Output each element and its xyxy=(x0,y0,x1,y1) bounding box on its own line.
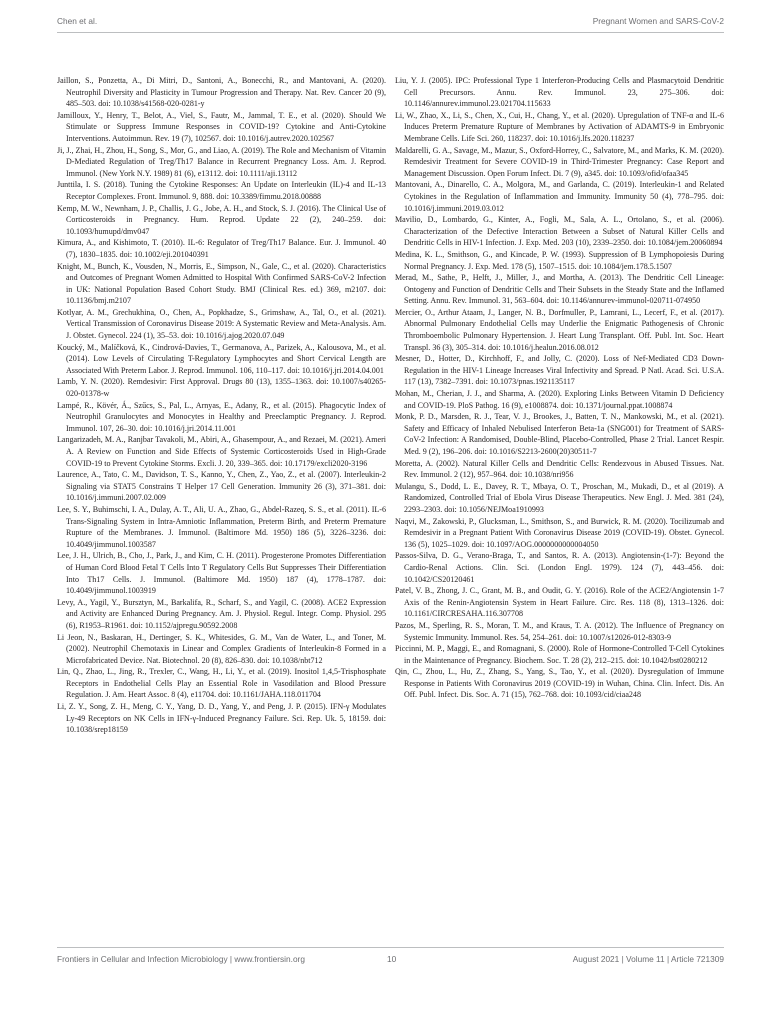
reference-entry: Li, W., Zhao, X., Li, S., Chen, X., Cui, H., Chang, Y., et al. (2020). Upregulation of TNF-α and IL-6 Induces Preterm Premature Rupture of Membranes by Activation of ADAMTS-9 in Embryonic Membrane Cells. Life Sci. 260, 118237. doi: 10.1016/j.lfs.2020.118237 xyxy=(395,110,724,143)
reference-entry: Mesner, D., Hotter, D., Kirchhoff, F., and Jolly, C. (2020). Loss of Nef-Mediated CD3 Down-Regulation in the HIV-1 Lineage Increases Viral Infectivity and Spread. P Natl. Acad. Sci. U.S.A. 117 (13), 7382–7391. doi: 10.1073/pnas.1921135117 xyxy=(395,354,724,387)
reference-entry: Li Jeon, N., Baskaran, H., Dertinger, S. K., Whitesides, G. M., Van de Water, L., and Toner, M. (2002). Neutrophil Chemotaxis in Linear and Complex Gradients of Interleukin-8 Formed in a Microfabricated Device. Nat. Biotechnol. 20 (8), 826–830. doi: 10.1038/nbt712 xyxy=(57,632,386,665)
reference-entry: Mulangu, S., Dodd, L. E., Davey, R. T., Mbaya, O. T., Proschan, M., Mukadi, D., et al (2019). A Randomized, Controlled Trial of Ebola Virus Disease Therapeutics. New Engl. J. Med. 381 (24), 2293–2303. doi: 10.1056/NEJMoa1910993 xyxy=(395,481,724,514)
reference-entry: Junttila, I. S. (2018). Tuning the Cytokine Responses: An Update on Interleukin (IL)-4 and IL-13 Receptor Complexes. Front. Immunol. 9, 888. doi: 10.3389/fimmu.2018.00888 xyxy=(57,180,386,201)
reference-entry: Maldarelli, G. A., Savage, M., Mazur, S., Oxford-Horrey, C., Salvatore, M., and Marks, K. M. (2020). Remdesivir Treatment for Severe COVID-19 in Third-Trimester Pregnancy: Case Report and Management Discussion. Open Forum Infect. Di. 7 (9), a345. doi: 10.1093/ofid/ofaa345 xyxy=(395,145,724,178)
reference-entry: Monk, P. D., Marsden, R. J., Tear, V. J., Brookes, J., Batten, T. N., Mankowski, M., et al. (2021). Safety and Efficacy of Inhaled Nebulised Interferon Beta-1a (SNG001) for Treatment of SARS-CoV-2 Infection: A Randomised, Double-Blind, Placebo-Controlled, Phase 2 Trial. Lancet Respir. Med. 9 (2), 196–206. doi: 10.1016/S2213-2600(20)30511-7 xyxy=(395,412,724,456)
reference-entry: Kimura, A., and Kishimoto, T. (2010). IL-6: Regulator of Treg/Th17 Balance. Eur. J. Immunol. 40 (7), 1830–1835. doi: 10.1002/eji.201040391 xyxy=(57,238,386,259)
reference-entry: Lamb, Y. N. (2020). Remdesivir: First Approval. Drugs 80 (13), 1355–1363. doi: 10.1007/s40265-020-01378-w xyxy=(57,377,386,399)
reference-entry: Lee, J. H., Ulrich, B., Cho, J., Park, J., and Kim, C. H. (2011). Progesterone Promotes Differentiation of Human Cord Blood Fetal T Cells Into T Regulatory Cells But Suppresses Their Differentiation Into Th17 Cells. J. Immunol. (Baltimore Md. 1950) 187 (4), 1778–1787. doi: 10.4049/jimmunol.1003919 xyxy=(57,551,386,596)
reference-entry: Levy, A., Yagil, Y., Bursztyn, M., Barkalifa, R., Scharf, S., and Yagil, C. (2008). ACE2 Expression and Activity are Enhanced During Pregnancy. Am. J. Physiol. Regul. Integr. Comp. Physiol. 295 (6), R1953–R1961. doi: 10.1152/ajpregu.90592.2008 xyxy=(57,597,386,630)
reference-entry: Piccinni, M. P., Maggi, E., and Romagnani, S. (2000). Role of Hormone-Controlled T-Cell Cytokines in the Maintenance of Pregnancy. Biochem. Soc. T. 28 (2), 212–215. doi: 10.1042/bst0280212 xyxy=(395,644,724,665)
reference-entry: Passos-Silva, D. G., Verano-Braga, T., and Santos, R. A. (2013). Angiotensin-(1-7): Beyond the Cardio-Renal Actions. Clin. Sci. (London Engl. 1979). 124 (7), 443–456. doi: 10.1042/CS20120461 xyxy=(395,551,724,584)
references-column-right xyxy=(395,75,724,701)
header-rule xyxy=(57,32,724,33)
reference-entry: Naqvi, M., Zakowski, P., Glucksman, L., Smithson, S., and Burwick, R. M. (2020). Tocilizumab and Remdesivir in a Pregnant Patient With Coronavirus Disease 2019 (COVID-19). Obstet. Gynecol. 136 (5), 1025–1029. doi: 10.1097/AOG.0000000000004050 xyxy=(395,516,724,549)
reference-entry: Lin, Q., Zhao, L., Jing, R., Trexler, C., Wang, H., Li, Y., et al. (2019). Inositol 1,4,5-Trisphosphate Receptors in Endothelial Cells Play an Essential Role in Vasodilation and Blood Pressure Regulation. J. Am. Heart Assoc. 8 (4), e11704. doi: 10.1161/JAHA.118.011704 xyxy=(57,667,386,700)
reference-entry: Patel, V. B., Zhong, J. C., Grant, M. B., and Oudit, G. Y. (2016). Role of the ACE2/Angiotensin 1-7 Axis of the Renin-Angiotensin System in Heart Failure. Circ. Res. 118 (8), 1313–1326. doi: 10.1161/CIRCRESAHA.116.307708 xyxy=(395,586,724,619)
reference-entry: Jamilloux, Y., Henry, T., Belot, A., Viel, S., Fautr, M., Jammal, T. E., et al. (2020). Should We Stimulate or Suppress Immune Responses in COVID-19? Cytokine and Anti-Cytokine Interventions. Autoimmun. Rev. 19 (7), 102567. doi: 10.1016/j.autrev.2020.102567 xyxy=(57,110,386,143)
running-header-title: Pregnant Women and SARS-CoV-2 xyxy=(592,16,724,26)
reference-entry: Koucký, M., Malíčková, K., Cindrová-Davies, T., Germanova, A., Parizek, A., Kalousova, M., et al. (2014). Low Levels of Circulating T-Regulatory Lymphocytes and Short Cervical Length are Associated With Preterm Labor. J. Reprod. Immunol. 106, 110–117. doi: 10.1016/j.jri.2014.04.001 xyxy=(57,342,386,375)
reference-entry: Mercier, O., Arthur Ataam, J., Langer, N. B., Dorfmuller, P., Lamrani, L., Lecerf, F., et al. (2017). Abnormal Pulmonary Endothelial Cells may Underlie the Enigmatic Pathogenesis of Chronic Thromboembolic Pulmonary Hypertension. J. Heart Lung Transplant. Off. Publ. Int. Soc. Heart Transpl. 36 (3), 305–314. doi: 10.1016/j.healun.2016.08.012 xyxy=(395,307,724,352)
reference-entry: Qin, C., Zhou, L., Hu, Z., Zhang, S., Yang, S., Tao, Y., et al. (2020). Dysregulation of Immune Response in Patients With Coronavirus 2019 (COVID-19) in Wuhan, China. Clin. Infect. Dis. An Off. Publ. Infect. Dis. Soc. A. 71 (15), 762–768. doi: 10.1093/cid/ciaa248 xyxy=(395,667,724,700)
footer-rule xyxy=(57,947,724,948)
reference-entry: Mavilio, D., Lombardo, G., Kinter, A., Fogli, M., Sala, A. L., Ortolano, S., et al. (2006). Characterization of the Defective Interaction Between a Subset of Natural Killer Cells and Dendritic Cells in HIV-1 Infection. J. Exp. Med. 203 (10), 2339–2350. doi: 10.1084/jem.20060894 xyxy=(395,215,724,248)
footer-issue: August 2021 | Volume 11 | Article 721309 xyxy=(572,954,724,964)
reference-entry: Mantovani, A., Dinarello, C. A., Molgora, M., and Garlanda, C. (2019). Interleukin-1 and Related Cytokines in the Regulation of Inflammation and Immunity. Immunity 50 (4), 778–795. doi: 10.1016/j.immuni.2019.03.012 xyxy=(395,180,724,213)
footer-journal: Frontiers in Cellular and Infection Microbiology | www.frontiersin.org xyxy=(57,954,305,964)
reference-entry: Merad, M., Sathe, P., Helft, J., Miller, J., and Mortha, A. (2013). The Dendritic Cell Lineage: Ontogeny and Function of Dendritic Cells and Their Subsets in the Steady State and the Inflamed Setting. Annu. Rev. Immunol. 31, 563–604. doi: 10.1146/annurev-immunol-020711-074950 xyxy=(395,273,724,306)
reference-entry: Li, Z. Y., Song, Z. H., Meng, C. Y., Yang, D. D., Yang, Y., and Peng, J. P. (2015). IFN-γ Modulates Ly-49 Receptors on NK Cells in IFN-γ-Induced Pregnancy Failure. Sci. Rep. Uk. 5, 18159. doi: 10.1038/srep18159 xyxy=(57,702,386,735)
references-column-left xyxy=(57,75,386,736)
reference-entry: Lampé, R., Kövér, Á., Szűcs, S., Pal, L., Arnyas, E., Adany, R., et al. (2015). Phagocytic Index of Neutrophil Granulocytes and Monocytes in Healthy and Preeclamptic Pregnancy. J. Reprod. Immunol. 107, 26–30. doi: 10.1016/j.jri.2014.11.001 xyxy=(57,400,386,433)
reference-entry: Laurence, A., Tato, C. M., Davidson, T. S., Kanno, Y., Chen, Z., Yao, Z., et al. (2007). Interleukin-2 Signaling via STAT5 Constrains T Helper 17 Cell Generation. Immunity 26 (3), 371–381. doi: 10.1016/j.immuni.2007.02.009 xyxy=(57,470,386,503)
reference-entry: Lee, S. Y., Buhimschi, I. A., Dulay, A. T., Ali, U. A., Zhao, G., Abdel-Razeq, S. S., et al. (2011). IL-6 Trans-Signaling System in Intra-Amniotic Inflammation, Preterm Birth, and Preterm Premature Rupture of the Membranes. J. Immunol. (Baltimore Md. 1950) 186 (5), 3226–3236. doi: 10.4049/jimmunol.1003587 xyxy=(57,504,386,549)
reference-entry: Moretta, A. (2002). Natural Killer Cells and Dendritic Cells: Rendezvous in Abused Tissues. Nat. Rev. Immunol. 2 (12), 957–964. doi: 10.1038/nri956 xyxy=(395,458,724,480)
reference-entry: Liu, Y. J. (2005). IPC: Professional Type 1 Interferon-Producing Cells and Plasmacytoid Dendritic Cell Precursors. Annu. Rev. Immunol. 23, 275–306. doi: 10.1146/annurev.immunol.23.021704.115633 xyxy=(395,76,724,109)
reference-entry: Ji, J., Zhai, H., Zhou, H., Song, S., Mor, G., and Liao, A. (2019). The Role and Mechanism of Vitamin D-Mediated Regulation of Treg/Th17 Balance in Recurrent Pregnancy Loss. Am. J. Reprod. Immunol. (New York N.Y. 1989) 81 (6), e13112. doi: 10.1111/aji.13112 xyxy=(57,145,387,178)
reference-entry: Langarizadeh, M. A., Ranjbar Tavakoli, M., Abiri, A., Ghasempour, A., and Rezaei, M. (2021). Ameri A. A Review on Function and Side Effects of Systemic Corticosteroids Used in High-Grade COVID-19 to Prevent Cytokine Storms. Excli. J. 20, 339–365. doi: 10.17179/excli2020-3196 xyxy=(57,435,386,468)
reference-entry: Pazos, M., Sperling, R. S., Moran, T. M., and Kraus, T. A. (2012). The Influence of Pregnancy on Systemic Immunity. Immunol. Res. 54, 254–261. doi: 10.1007/s12026-012-8303-9 xyxy=(395,620,724,642)
running-header-authors: Chen et al. xyxy=(57,16,98,26)
reference-entry: Knight, M., Bunch, K., Vousden, N., Morris, E., Simpson, N., Gale, C., et al. (2020). Characteristics and Outcomes of Pregnant Women Admitted to Hospital With Confirmed SARS-CoV-2 Infection in UK: National Population Based Cohort Study. BMJ (Clinical Res. ed.) 369, m2107. doi: 10.1136/bmj.m2107 xyxy=(57,261,386,306)
reference-entry: Kemp, M. W., Newnham, J. P., Challis, J. G., Jobe, A. H., and Stock, S. J. (2016). The Clinical Use of Corticosteroids in Pregnancy. Hum. Reprod. Update 22 (2), 240–259. doi: 10.1093/humupd/dmv047 xyxy=(57,203,386,236)
page-number: 10 xyxy=(387,954,397,964)
reference-entry: Jaillon, S., Ponzetta, A., Di Mitri, D., Santoni, A., Bonecchi, R., and Mantovani, A. (2020). Neutrophil Diversity and Plasticity in Tumour Progression and Therapy. Nat. Rev. Cancer 20 (9), 485–503. doi: 10.1038/s41568-020-0281-y xyxy=(57,76,386,109)
reference-entry: Mohan, M., Cherian, J. J., and Sharma, A. (2020). Exploring Links Between Vitamin D Deficiency and COVID-19. PloS Pathog. 16 (9), e1008874. doi: 10.1371/journal.ppat.1008874 xyxy=(395,389,724,410)
reference-entry: Kotlyar, A. M., Grechukhina, O., Chen, A., Popkhadze, S., Grimshaw, A., Tal, O., et al. (2021). Vertical Transmission of Coronavirus Disease 2019: A Systematic Review and Meta-Analysis. Am. J. Obstet. Gynecol. 224 (1), 35–53. doi: 10.1016/j.ajog.2020.07.049 xyxy=(57,307,386,341)
reference-entry: Medina, K. L., Smithson, G., and Kincade, P. W. (1993). Suppression of B Lymphopoiesis During Normal Pregnancy. J. Exp. Med. 178 (5), 1507–1515. doi: 10.1084/jem.178.5.1507 xyxy=(395,249,724,271)
